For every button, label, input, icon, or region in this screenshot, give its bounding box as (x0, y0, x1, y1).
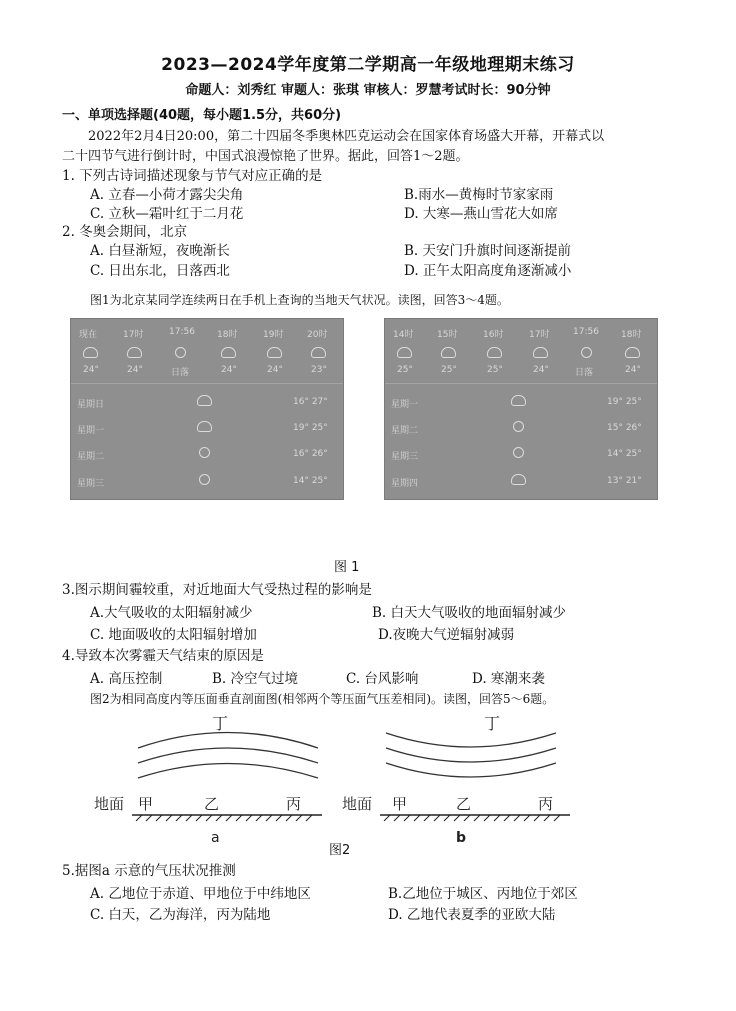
hour-label: 20时 (307, 330, 328, 340)
cloud-icon (221, 347, 236, 358)
divider (71, 383, 343, 384)
q4-option-b: B. 冷空气过境 (212, 671, 299, 687)
sun-icon (199, 474, 210, 485)
q3-stem: 3.图示期间霾较重，对近地面大气受热过程的影响是 (62, 582, 372, 598)
day-range: 19° 25° (293, 423, 328, 433)
weather-screenshot-left (70, 318, 344, 500)
hour-label: 17时 (529, 330, 550, 340)
day-label: 星期二 (391, 426, 419, 436)
day-range: 13° 21° (607, 476, 642, 486)
hour-temp: 日落 (575, 368, 594, 378)
day-label: 星期一 (391, 400, 419, 410)
cloud-icon (511, 474, 526, 485)
cloud-icon (487, 347, 502, 358)
intro-line-1: 2022年2月4日20:00，第二十四届冬季奥林匹克运动会在国家体育场盛大开幕，开幕式以 (88, 129, 605, 144)
q1-option-c: C. 立秋—霜叶红于二月花 (90, 206, 244, 222)
isobar-a-1 (138, 733, 318, 749)
day-label: 星期二 (77, 452, 105, 462)
sun-icon (513, 421, 524, 432)
cloud-icon (441, 347, 456, 358)
diagram-a (94, 714, 322, 846)
label-yi-b: 乙 (456, 795, 472, 813)
day-range: 15° 26° (607, 423, 642, 433)
cloud-icon (533, 347, 548, 358)
q2-option-d: D. 正午太阳高度角逐渐减小 (404, 263, 572, 279)
hour-temp: 24° (127, 365, 143, 375)
day-range: 19° 25° (607, 397, 642, 407)
day-label: 星期一 (77, 426, 105, 436)
cloud-icon (83, 347, 98, 358)
isobar-diagram (0, 705, 736, 855)
hour-label: 15时 (437, 330, 458, 340)
hour-temp: 25° (441, 365, 457, 375)
q1-option-a: A. 立春—小荷才露尖尖角 (90, 187, 244, 203)
label-ding-a: 丁 (212, 714, 229, 733)
hour-temp: 24° (625, 365, 641, 375)
figure1-caption: 图 1 (334, 560, 360, 575)
q2-option-c: C. 日出东北，日落西北 (90, 263, 230, 279)
sun-icon (199, 447, 210, 458)
hour-label: 现在 (79, 330, 98, 340)
isobar-b-2 (386, 748, 556, 762)
day-label: 星期三 (391, 452, 419, 462)
q3-option-b: B. 白天大气吸收的地面辐射减少 (372, 605, 567, 621)
hour-temp: 24° (267, 365, 283, 375)
hour-temp: 日落 (171, 368, 190, 378)
section-heading: 一、单项选择题(40题，每小题1.5分，共60分) (62, 108, 342, 123)
isobar-b-1 (386, 733, 556, 747)
day-label: 星期三 (77, 479, 105, 489)
q5-option-d: D. 乙地代表夏季的亚欧大陆 (388, 907, 556, 923)
q4-option-a: A. 高压控制 (90, 671, 163, 687)
q2-stem: 2. 冬奥会期间，北京 (62, 224, 188, 240)
sun-icon (513, 447, 524, 458)
isobar-a-2 (138, 748, 318, 763)
q4-option-c: C. 台风影响 (346, 671, 419, 687)
cloud-icon (311, 347, 326, 358)
q3-option-c: C. 地面吸收的太阳辐射增加 (90, 627, 257, 643)
exam-credits: 命题人：刘秀红 审题人：张琪 审核人：罗慧考试时长：90分钟 (185, 83, 551, 98)
cloud-icon (127, 347, 142, 358)
day-label: 星期四 (391, 479, 419, 489)
q2-option-a: A. 白昼渐短，夜晚渐长 (90, 243, 230, 259)
cloud-icon (197, 421, 212, 432)
day-range: 14° 25° (293, 476, 328, 486)
hour-label: 17:56 (169, 327, 195, 337)
label-ground-a: 地面 (94, 795, 125, 813)
q5-option-b: B.乙地位于城区、丙地位于郊区 (388, 886, 578, 902)
q1-option-b: B.雨水—黄梅时节家家雨 (404, 187, 554, 203)
q5-option-a: A. 乙地位于赤道、甲地位于中纬地区 (90, 886, 311, 902)
hour-temp: 24° (533, 365, 549, 375)
cloud-icon (625, 347, 640, 358)
divider (385, 383, 657, 384)
ground-hatch-b (384, 815, 560, 821)
figure2-intro: 图2为相同高度内等压面垂直剖面图(相邻两个等压面气压差相同)。读图，回答5～6题。 (90, 692, 555, 706)
q1-stem: 1. 下列古诗词描述现象与节气对应正确的是 (62, 168, 323, 184)
exam-title: 2023—2024学年度第二学期高一年级地理期末练习 (161, 55, 575, 75)
hour-label: 17时 (123, 330, 144, 340)
q5-stem: 5.据图a 示意的气压状况推测 (62, 863, 236, 879)
label-ground-b: 地面 (342, 795, 373, 813)
q2-option-b: B. 天安门升旗时间逐渐提前 (404, 243, 572, 259)
hour-label: 18时 (217, 330, 238, 340)
label-ding-b: 丁 (484, 714, 501, 733)
day-label: 星期日 (77, 400, 105, 410)
hour-temp: 25° (487, 365, 503, 375)
hour-temp: 24° (221, 365, 237, 375)
figure2-caption: 图2 (329, 843, 351, 858)
label-a: a (211, 830, 220, 846)
q1-option-d: D. 大寒—燕山雪花大如席 (404, 206, 558, 222)
q5-option-c: C. 白天，乙为海洋，丙为陆地 (90, 907, 271, 923)
sunset-icon (175, 347, 186, 358)
label-jia-b: 甲 (392, 795, 408, 813)
cloud-icon (511, 395, 526, 406)
day-range: 14° 25° (607, 449, 642, 459)
label-jia-a: 甲 (138, 795, 154, 813)
label-bing-b: 丙 (538, 795, 554, 813)
sunset-icon (581, 347, 592, 358)
q3-option-d: D.夜晚大气逆辐射减弱 (378, 627, 515, 643)
label-yi-a: 乙 (204, 795, 220, 813)
isobar-b-3 (386, 763, 556, 777)
hour-label: 16时 (483, 330, 504, 340)
hour-label: 19时 (263, 330, 284, 340)
figure1-intro: 图1为北京某同学连续两日在手机上查询的当地天气状况。读图，回答3～4题。 (90, 293, 509, 307)
q4-stem: 4.导致本次雾霾天气结束的原因是 (62, 648, 264, 664)
q3-option-a: A.大气吸收的太阳辐射减少 (90, 605, 253, 621)
ground-hatch-a (136, 815, 312, 821)
label-bing-a: 丙 (286, 795, 302, 813)
intro-line-2: 二十四节气进行倒计时，中国式浪漫惊艳了世界。据此，回答1～2题。 (62, 149, 469, 164)
isobar-a-3 (138, 764, 318, 779)
label-b: b (456, 830, 467, 846)
hour-label: 14时 (393, 330, 414, 340)
hour-temp: 23° (311, 365, 327, 375)
day-range: 16° 27° (293, 397, 328, 407)
cloud-icon (397, 347, 412, 358)
q4-option-d: D. 寒潮来袭 (472, 671, 545, 687)
cloud-icon (267, 347, 282, 358)
weather-screenshot-right (384, 318, 658, 500)
cloud-icon (197, 395, 212, 406)
day-range: 16° 26° (293, 449, 328, 459)
hour-label: 17:56 (573, 327, 599, 337)
diagram-b (342, 714, 570, 846)
hour-temp: 25° (397, 365, 413, 375)
hour-temp: 24° (83, 365, 99, 375)
hour-label: 18时 (621, 330, 642, 340)
